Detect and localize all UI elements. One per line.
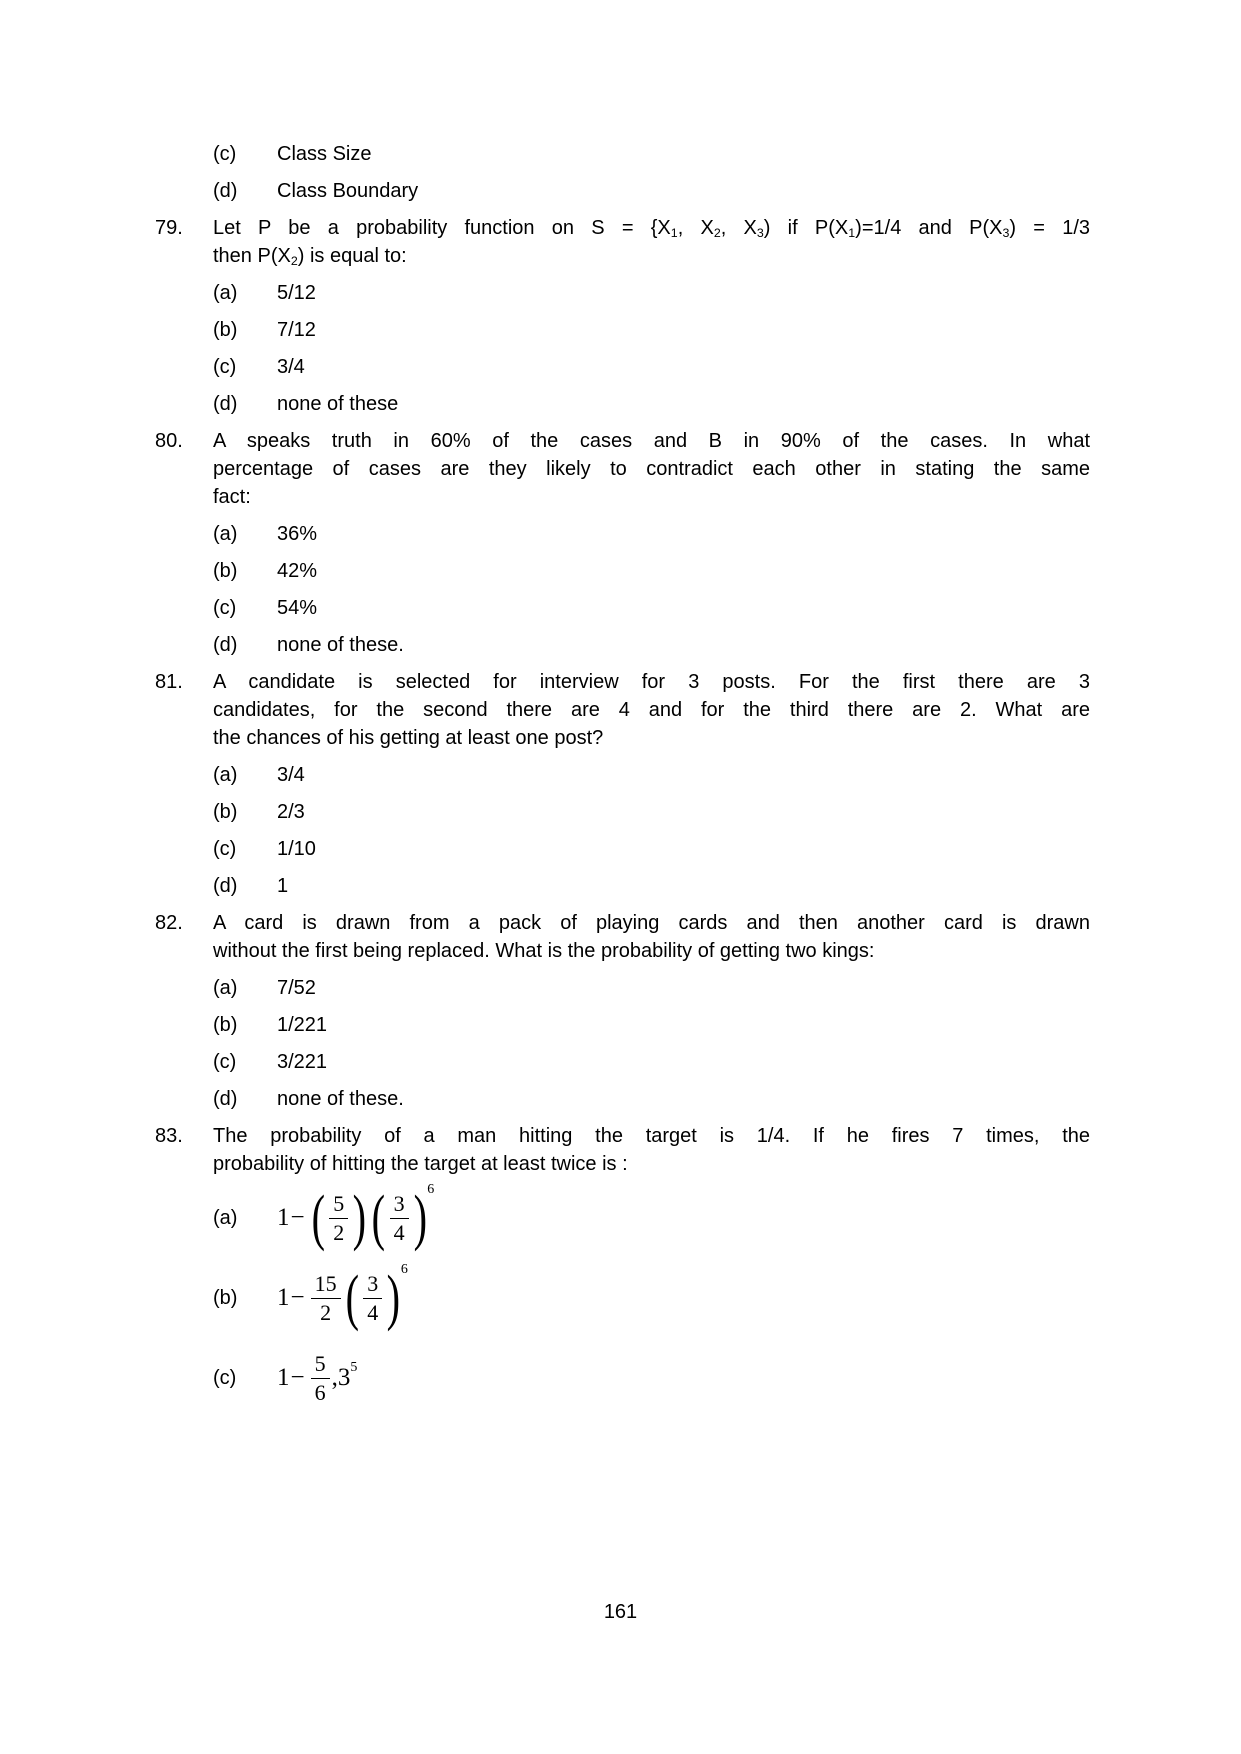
- option-letter: (b): [213, 1014, 238, 1036]
- option-text: Class Size: [277, 143, 372, 165]
- question-text-line: [213, 242, 1090, 270]
- option-text: none of these: [277, 393, 399, 415]
- option-letter: (b): [213, 1287, 238, 1309]
- fraction: [329, 1191, 348, 1246]
- option-row: [213, 594, 1090, 622]
- formula-text: ,3: [331, 1364, 351, 1391]
- question-body: [213, 214, 1090, 418]
- text-segment: ) if P(X: [763, 217, 849, 239]
- option-text: 1: [277, 875, 289, 897]
- option-text: 1/10: [277, 838, 316, 860]
- formula-prefix: 1−: [277, 1284, 306, 1311]
- option-text: Class Boundary: [277, 180, 419, 202]
- text-segment: then P(X: [213, 245, 291, 267]
- close-paren: ): [352, 1183, 367, 1253]
- option-letter: (a): [213, 1207, 238, 1229]
- option-row: [213, 1011, 1090, 1039]
- question-body: [213, 140, 1090, 205]
- question-number: 82.: [155, 912, 183, 934]
- option-letter: (a): [213, 282, 238, 304]
- subscript-text: 1: [670, 225, 678, 240]
- subscript-text: 2: [290, 253, 298, 268]
- question-text-line: A speaks truth in 60% of the cases and B in 90% of the cases. In what: [213, 430, 1090, 452]
- option-text: 7/52: [277, 977, 316, 999]
- option-row: [213, 279, 1090, 307]
- option-letter: (c): [213, 838, 237, 860]
- question-text-line: A candidate is selected for interview for 3 posts. For the first there are 3: [213, 671, 1090, 693]
- question-text-line: probability of hitting the target at least twice is :: [213, 1153, 628, 1175]
- option-letter: (b): [213, 319, 238, 341]
- text-segment: ) = 1/3: [1009, 217, 1091, 239]
- numerator: 5: [311, 1351, 330, 1379]
- option-text: 2/3: [277, 801, 305, 823]
- text-segment: ) is equal to:: [297, 245, 407, 267]
- option-letter: (d): [213, 393, 238, 415]
- denominator: 6: [314, 1379, 326, 1405]
- denominator: 4: [367, 1299, 379, 1325]
- previous-question-options: [155, 140, 1090, 205]
- numerator: 3: [390, 1191, 409, 1219]
- question-82: [155, 909, 1090, 1113]
- close-paren: ): [413, 1183, 427, 1253]
- subscript-text: 1: [848, 225, 856, 240]
- page-number: 161: [603, 1601, 638, 1623]
- option-letter: (b): [213, 801, 238, 823]
- open-paren: (: [345, 1263, 359, 1333]
- page-content: [155, 140, 1090, 1418]
- question-text-line: without the first being replaced. What is the probability of getting two kings:: [213, 940, 875, 962]
- option-row: [213, 761, 1090, 789]
- option-text: 3/221: [277, 1051, 328, 1073]
- math-option-row: [213, 1338, 1090, 1418]
- option-row: [213, 872, 1090, 900]
- fraction: [311, 1351, 330, 1406]
- numerator: 15: [311, 1271, 341, 1299]
- option-row: [213, 835, 1090, 863]
- open-paren: (: [311, 1183, 325, 1253]
- option-text: none of these.: [277, 634, 404, 656]
- option-text: 36%: [277, 523, 318, 545]
- subscript-text: 3: [1002, 225, 1010, 240]
- option-text: 3/4: [277, 764, 305, 786]
- option-row: [213, 557, 1090, 585]
- question-body: [213, 909, 1090, 1113]
- option-row: [213, 353, 1090, 381]
- close-paren: ): [386, 1263, 401, 1333]
- option-text: 54%: [277, 597, 318, 619]
- math-option-row: [213, 1178, 1090, 1258]
- question-number: 79.: [155, 217, 183, 239]
- question-text-line: candidates, for the second there are 4 and for the third there are 2. What are: [213, 699, 1090, 721]
- question-79: [155, 214, 1090, 418]
- math-option-row: [213, 1258, 1090, 1338]
- option-letter: (c): [213, 1051, 237, 1073]
- math-formula: [277, 1262, 1090, 1333]
- denominator: 2: [320, 1299, 332, 1325]
- option-text: 7/12: [277, 319, 316, 341]
- subscript-text: 2: [713, 225, 721, 240]
- option-letter: (c): [213, 597, 237, 619]
- fraction: [363, 1271, 382, 1326]
- option-text: 5/12: [277, 282, 316, 304]
- option-letter: (d): [213, 634, 238, 656]
- question-text-line: fact:: [213, 486, 251, 508]
- option-text: 42%: [277, 560, 318, 582]
- option-row: [213, 1048, 1090, 1076]
- option-text: 1/221: [277, 1014, 328, 1036]
- option-row: [213, 390, 1090, 418]
- exponent: 5: [350, 1360, 358, 1375]
- option-letter: (d): [213, 180, 238, 202]
- formula-prefix: 1−: [277, 1204, 306, 1231]
- subscript-text: 3: [756, 225, 764, 240]
- option-row: [213, 520, 1090, 548]
- text-segment: Let P be a probability function on S = {X: [213, 217, 671, 239]
- option-letter: (d): [213, 1088, 238, 1110]
- question-number: 83.: [155, 1125, 183, 1147]
- option-row: [213, 177, 1090, 205]
- question-81: [155, 668, 1090, 900]
- option-letter: (c): [213, 1367, 237, 1389]
- numerator: 3: [363, 1271, 382, 1299]
- numerator: 5: [329, 1191, 348, 1219]
- option-letter: (c): [213, 356, 237, 378]
- question-body: [213, 668, 1090, 900]
- option-letter: (b): [213, 560, 238, 582]
- denominator: 4: [393, 1219, 405, 1245]
- question-number: 81.: [155, 671, 183, 693]
- question-80: [155, 427, 1090, 659]
- option-text: none of these.: [277, 1088, 404, 1110]
- option-row: [213, 316, 1090, 344]
- fraction: [390, 1191, 409, 1246]
- fraction: [311, 1271, 341, 1326]
- option-letter: (a): [213, 977, 238, 999]
- question-number: [155, 140, 213, 205]
- formula-prefix: 1−: [277, 1364, 306, 1391]
- option-row: [213, 631, 1090, 659]
- option-text: 3/4: [277, 356, 305, 378]
- exponent: 6: [400, 1262, 408, 1277]
- question-text-line: [213, 214, 1090, 242]
- option-letter: (c): [213, 143, 237, 165]
- option-row: [213, 798, 1090, 826]
- question-text-line: the chances of his getting at least one post?: [213, 727, 604, 749]
- denominator: 2: [333, 1219, 345, 1245]
- text-segment: , X: [720, 217, 757, 239]
- question-body: [213, 1122, 1090, 1418]
- question-text-line: The probability of a man hitting the target is 1/4. If he fires 7 times, the: [213, 1125, 1090, 1147]
- math-formula: [277, 1182, 1090, 1253]
- question-text-line: A card is drawn from a pack of playing cards and then another card is drawn: [213, 912, 1090, 934]
- text-segment: )=1/4 and P(X: [855, 217, 1003, 239]
- option-letter: (a): [213, 764, 238, 786]
- exponent: 6: [427, 1182, 435, 1197]
- question-body: [213, 427, 1090, 659]
- math-formula: [277, 1346, 1090, 1410]
- question-text-line: percentage of cases are they likely to contradict each other in stating the same: [213, 458, 1090, 480]
- option-letter: (d): [213, 875, 238, 897]
- option-row: [213, 140, 1090, 168]
- question-83: [155, 1122, 1090, 1418]
- text-segment: , X: [677, 217, 714, 239]
- question-number: 80.: [155, 430, 183, 452]
- open-paren: (: [371, 1183, 385, 1253]
- option-row: [213, 974, 1090, 1002]
- option-row: [213, 1085, 1090, 1113]
- option-letter: (a): [213, 523, 238, 545]
